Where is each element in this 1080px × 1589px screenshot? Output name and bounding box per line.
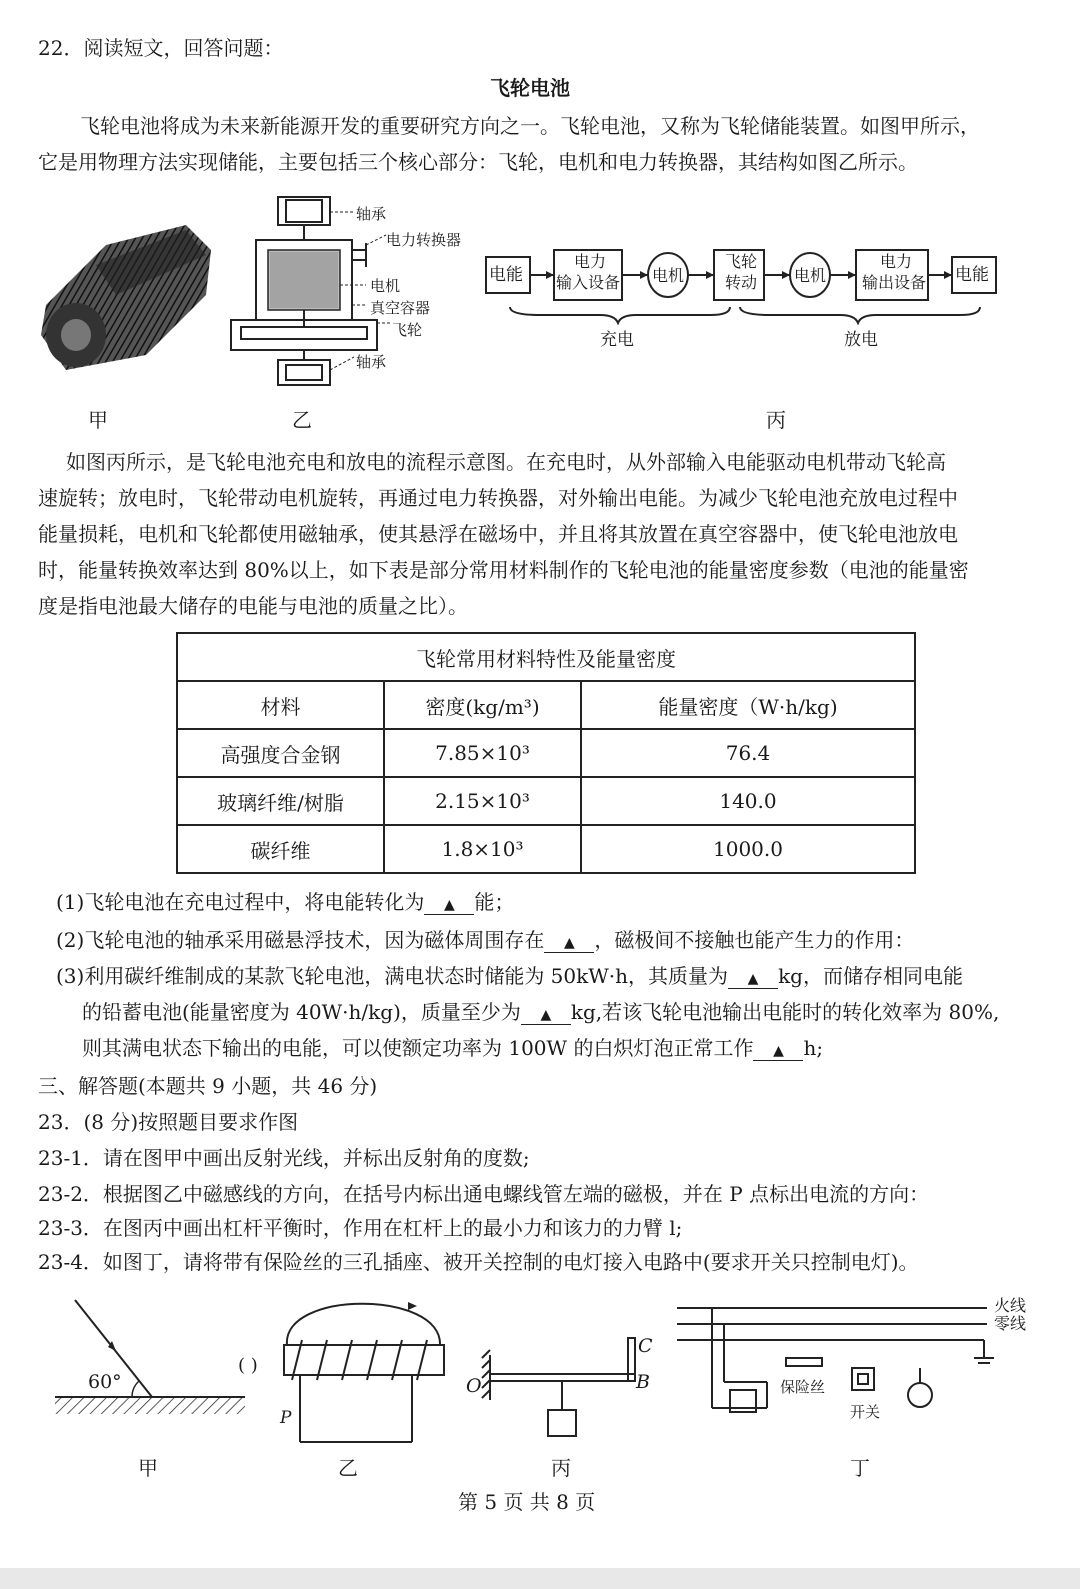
q22-3-text-e: 则其满电状态下输出的电能，可以使额定功率为 100W 的白炽灯泡正常工作 — [82, 1036, 754, 1060]
para2-line2: 速旋转；放电时，飞轮带动电机旋转，再通过电力转换器，对外输出电能。为减少飞轮电池充放电过程中 — [38, 486, 958, 510]
figure-reflection — [50, 1295, 250, 1425]
article-title: 飞轮电池 — [490, 76, 570, 100]
answer-blank[interactable]: ▲ — [424, 896, 474, 915]
table-cell: 高强度合金钢 — [177, 729, 384, 777]
angle-label: 60° — [88, 1371, 122, 1393]
para1-line1: 飞轮电池将成为未来新能源开发的重要研究方向之一。飞轮电池，又称为飞轮储能装置。如图甲所示， — [80, 114, 980, 138]
para2-line1: 如图丙所示，是飞轮电池充电和放电的流程示意图。在充电时，从外部输入电能驱动电机带动飞轮高 — [66, 450, 946, 474]
scan-edge — [0, 1568, 1080, 1589]
flow-discharge-label: 放电 — [844, 330, 878, 350]
table-cell: 7.85×10³ — [384, 729, 581, 777]
para1-line2: 它是用物理方法实现储能，主要包括三个核心部分：飞轮，电机和电力转换器，其结构如图乙所示。 — [38, 150, 918, 174]
p-point-label: P — [280, 1408, 292, 1428]
switch-label: 开关 — [850, 1403, 881, 1421]
q22-3-line2 — [82, 998, 999, 1026]
table-caption-row — [177, 633, 915, 681]
point-c-label: C — [638, 1335, 653, 1357]
page-footer: 第 5 页 共 8 页 — [458, 1490, 596, 1514]
q23-title: 23．(8 分)按照题目要求作图 — [38, 1110, 299, 1134]
figure-lever — [462, 1330, 662, 1440]
q22-1-text-a: (1)飞轮电池在充电过程中，将电能转化为 — [56, 890, 425, 914]
table-cell: 2.15×10³ — [384, 777, 581, 825]
table-row — [177, 729, 915, 777]
table-header: 材料 — [177, 681, 384, 729]
flow-box-flywheel-l2: 转动 — [725, 273, 758, 292]
flow-motor-1: 电机 — [652, 266, 685, 285]
q22-3-text-a: (3)利用碳纤维制成的某款飞轮电池，满电状态时储能为 50kW·h，其质量为 — [56, 964, 729, 988]
fig23-label-ding: 丁 — [850, 1456, 870, 1480]
label-motor: 电机 — [370, 277, 401, 295]
q22-1-text-b: 能； — [474, 890, 515, 914]
table-header: 密度(kg/m³) — [384, 681, 581, 729]
q22-3-text-f: h; — [803, 1036, 824, 1060]
q22-3-text-b: kg，而储存相同电能 — [778, 964, 963, 988]
point-o-label: O — [466, 1375, 482, 1397]
table-cell: 140.0 — [581, 777, 915, 825]
table-cell: 76.4 — [581, 729, 915, 777]
label-bearing-top: 轴承 — [356, 205, 387, 223]
neutral-wire-label: 零线 — [994, 1314, 1027, 1333]
fig23-label-jia: 甲 — [138, 1456, 158, 1480]
para2-line5: 度是指电池最大储存的电能与电池的质量之比）。 — [38, 594, 468, 618]
flow-charge-label: 充电 — [600, 330, 634, 350]
figure-solenoid — [262, 1290, 462, 1450]
flywheel-photo — [36, 205, 216, 375]
flow-box-output-l1: 电力 — [880, 252, 913, 271]
fig23-label-yi: 乙 — [338, 1456, 358, 1480]
answer-blank[interactable]: ▲ — [728, 970, 778, 989]
table-cell: 1.8×10³ — [384, 825, 581, 873]
flow-box-input-l1: 电力 — [574, 252, 607, 271]
q22-2-text-b: ，磁极间不接触也能产生力的作用： — [594, 928, 915, 952]
materials-table — [176, 632, 916, 874]
q22-3-line3 — [82, 1034, 823, 1062]
label-vacuum: 真空容器 — [370, 299, 431, 317]
q22-3-text-d: kg,若该飞轮电池输出电能时的转化效率为 80%, — [570, 1000, 1000, 1024]
table-caption: 飞轮常用材料特性及能量密度 — [177, 633, 915, 681]
fig-label-yi: 乙 — [292, 408, 312, 432]
q23-4: 23-4．如图丁，请将带有保险丝的三孔插座、被开关控制的电灯接入电路中(要求开关只控制电灯)。 — [38, 1250, 919, 1274]
table-row — [177, 777, 915, 825]
table-cell: 1000.0 — [581, 825, 915, 873]
section3-title: 三、解答题(本题共 9 小题，共 46 分) — [38, 1074, 378, 1098]
table-cell: 玻璃纤维/树脂 — [177, 777, 384, 825]
table-header: 能量密度（W·h/kg) — [581, 681, 915, 729]
para2-line4: 时，能量转换效率达到 80%以上，如下表是部分常用材料制作的飞轮电池的能量密度参数（电池的能量密 — [38, 558, 969, 582]
fig-label-jia: 甲 — [88, 408, 108, 432]
pole-bracket[interactable]: ( ) — [238, 1355, 258, 1376]
flow-box-electric-in: 电能 — [489, 265, 523, 285]
fuse-label: 保险丝 — [780, 1378, 826, 1396]
fig23-label-bing: 丙 — [551, 1456, 571, 1480]
point-b-label: B — [636, 1371, 650, 1393]
table-cell: 碳纤维 — [177, 825, 384, 873]
q23-1: 23-1．请在图甲中画出反射光线，并标出反射角的度数; — [38, 1146, 530, 1170]
q22-3-line1 — [56, 962, 963, 990]
flow-box-electric-out: 电能 — [955, 265, 989, 285]
q22-1 — [56, 888, 514, 916]
flow-box-input-l2: 输入设备 — [556, 273, 621, 292]
para2-line3: 能量损耗，电机和飞轮都使用磁轴承，使其悬浮在磁场中，并且将其放置在真空容器中，使飞轮电池放电 — [38, 522, 958, 546]
fig-label-bing: 丙 — [766, 408, 786, 432]
table-row — [177, 825, 915, 873]
table-header-row — [177, 681, 915, 729]
q22-2-text-a: (2)飞轮电池的轴承采用磁悬浮技术，因为磁体周围存在 — [56, 928, 545, 952]
q22-2 — [56, 926, 914, 954]
label-bearing-bottom: 轴承 — [356, 353, 387, 371]
q23-2: 23-2．根据图乙中磁感线的方向，在括号内标出通电螺线管左端的磁极，并在 P 点标出电流的方向： — [38, 1182, 930, 1206]
label-converter: 电力转换器 — [386, 231, 462, 249]
q22-heading: 22．阅读短文，回答问题： — [38, 36, 284, 60]
answer-blank[interactable]: ▲ — [544, 934, 594, 953]
live-wire-label: 火线 — [994, 1296, 1027, 1315]
q23-3: 23-3．在图丙中画出杠杆平衡时，作用在杠杆上的最小力和该力的力臂 l; — [38, 1216, 683, 1240]
flow-motor-2: 电机 — [794, 266, 827, 285]
q22-3-text-c: 的铅蓄电池(能量密度为 40W·h/kg)，质量至少为 — [82, 1000, 521, 1024]
flow-box-output-l2: 输出设备 — [862, 273, 927, 292]
flow-box-flywheel-l1: 飞轮 — [725, 252, 758, 271]
answer-blank[interactable]: ▲ — [521, 1006, 571, 1025]
answer-blank[interactable]: ▲ — [753, 1042, 803, 1061]
label-flywheel: 飞轮 — [392, 321, 423, 339]
